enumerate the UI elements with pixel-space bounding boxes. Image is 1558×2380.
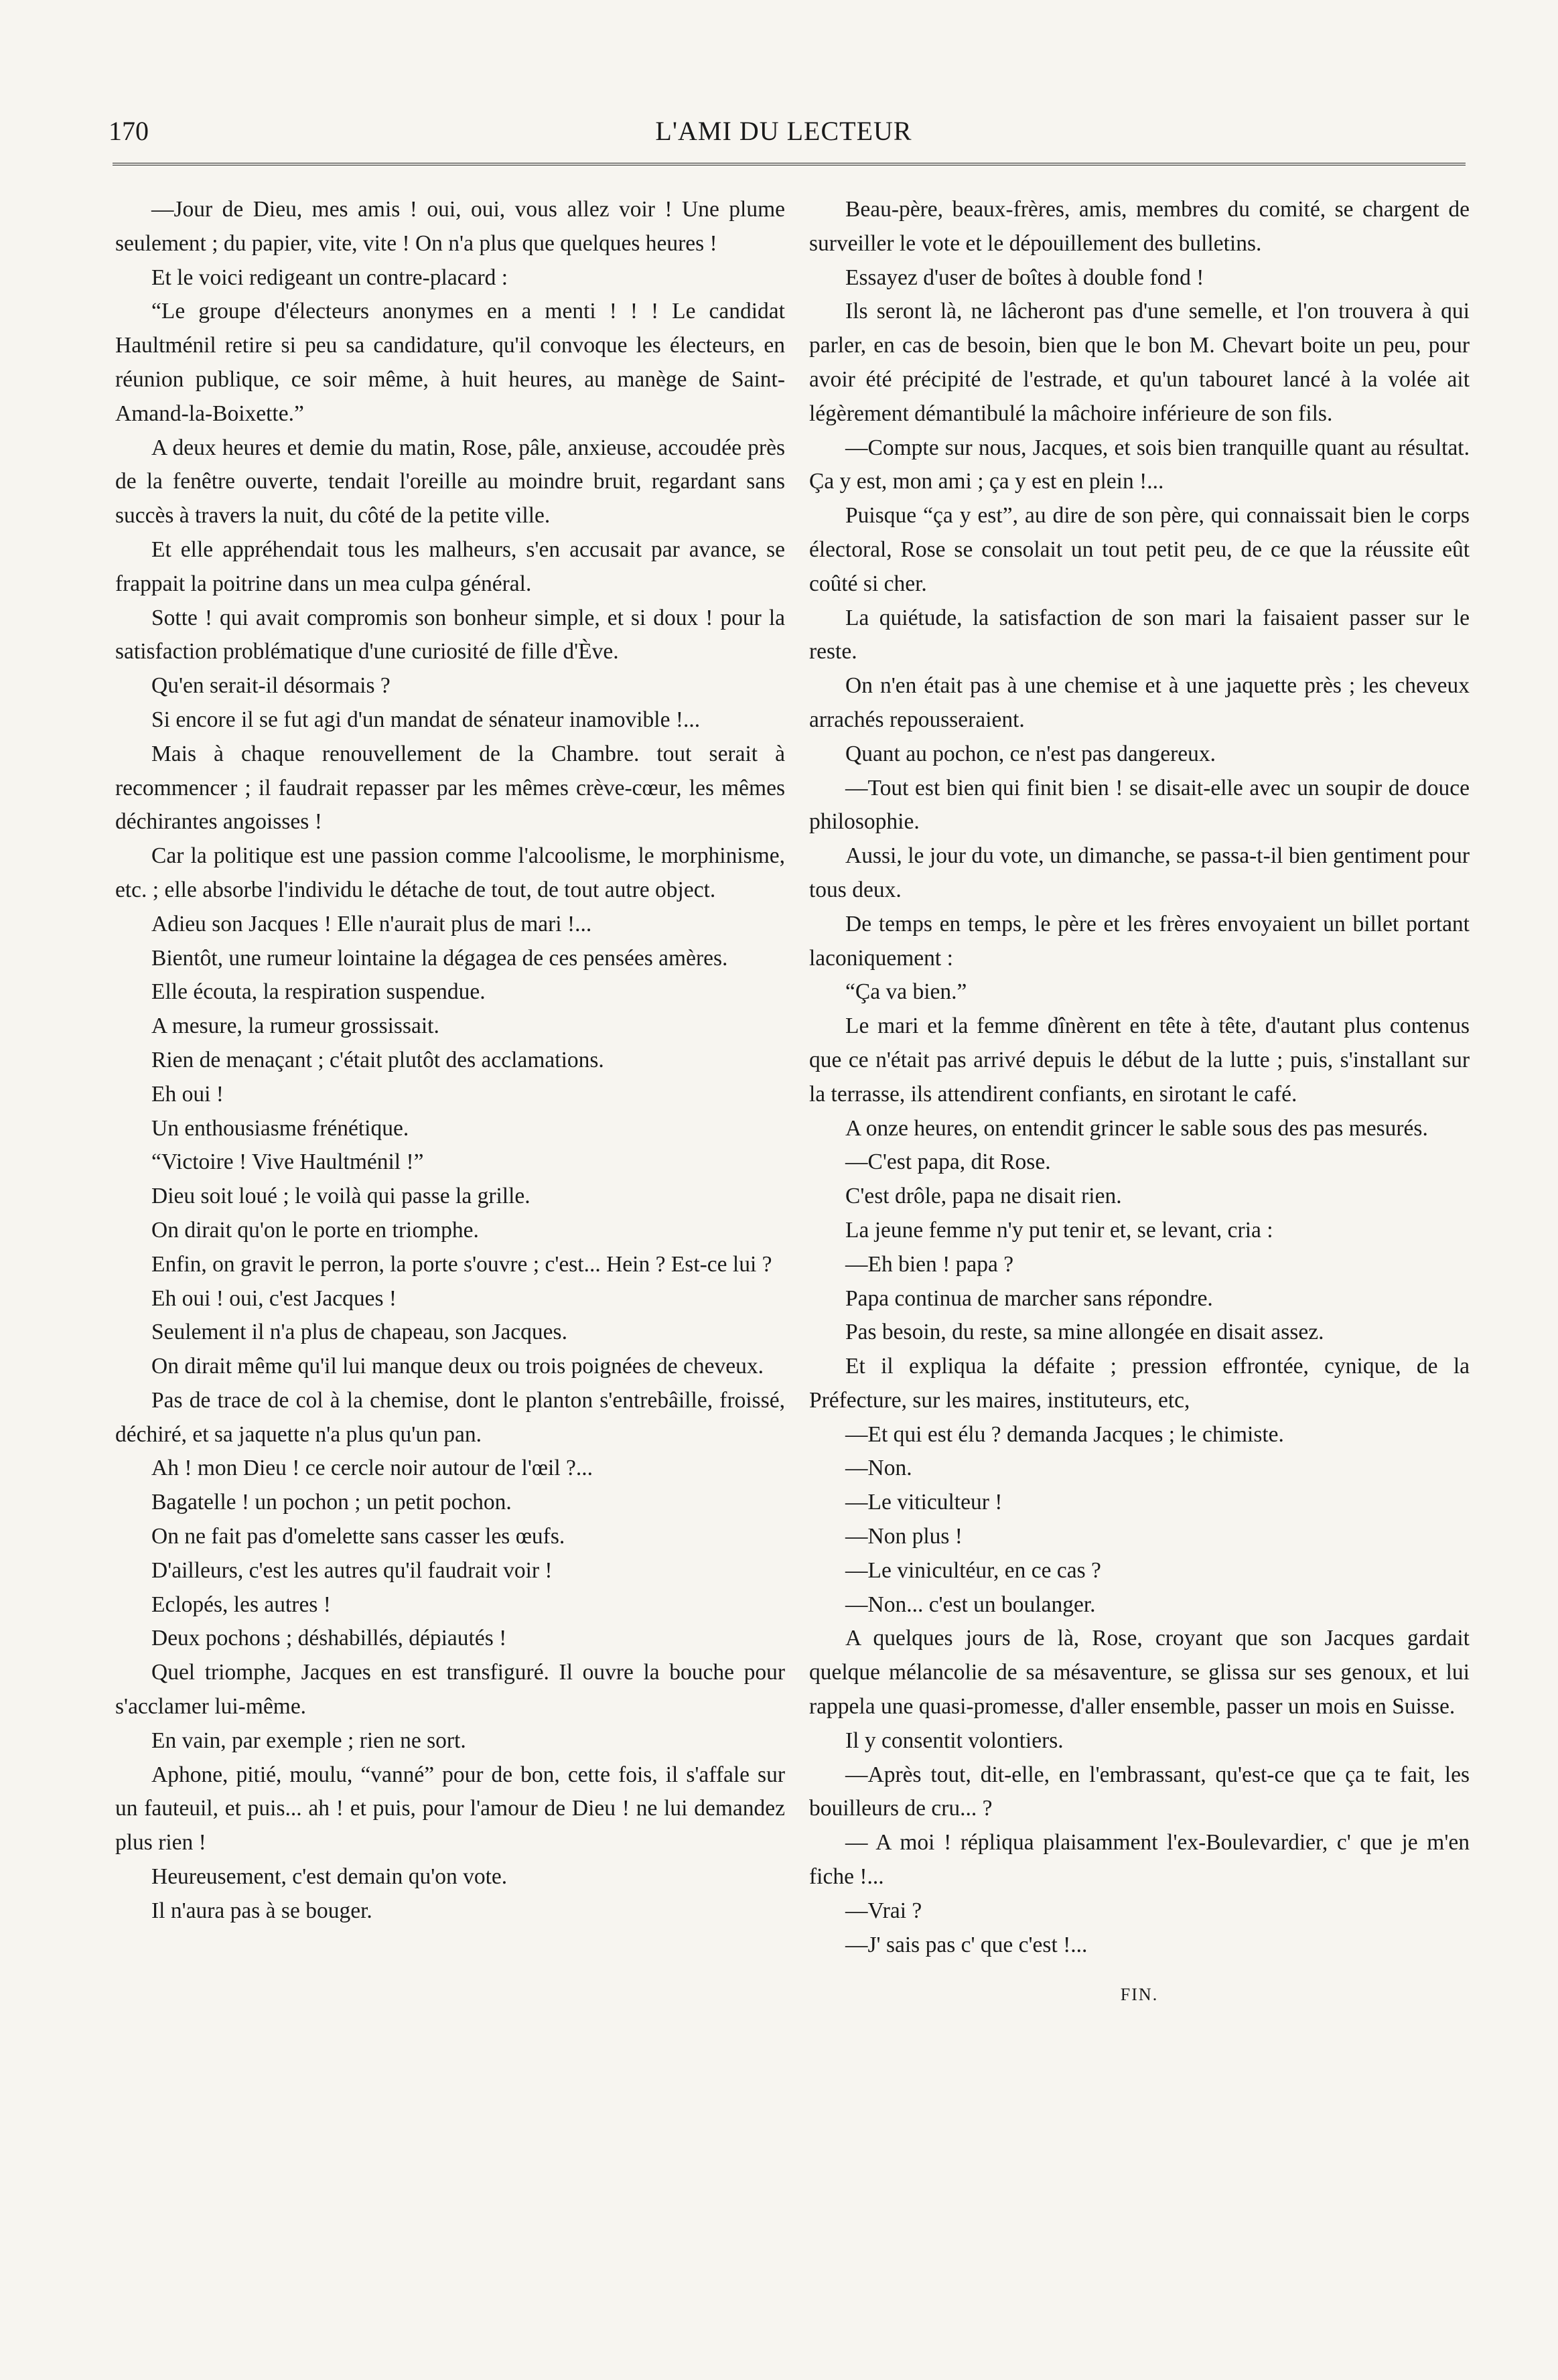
right-column [809,193,1470,2012]
paragraph: Sotte ! qui avait compromis son bonheur simple, et si doux ! pour la satisfaction problématique d'une curiosité de fille d'Ève. [115,605,785,664]
paragraph: Eh oui ! oui, c'est Jacques ! [151,1285,397,1311]
paragraph: “Le groupe d'électeurs anonymes en a menti ! ! ! Le candidat Haultménil retire si peu sa candidature, qu'il convoque les électeurs, en réunion publique, ce soir même, à huit heures, au manège de Saint-Amand-la-Boixette.” [115,299,785,426]
paragraph: Seulement il n'a plus de chapeau, son Jacques. [151,1320,567,1345]
paragraph: Rien de menaçant ; c'était plutôt des acclamations. [151,1047,604,1072]
paragraph: Quant au pochon, ce n'est pas dangereux. [845,741,1216,766]
paragraph: De temps en temps, le père et les frères envoyaient un billet portant laconiquement : [809,911,1470,971]
paragraph: A deux heures et demie du matin, Rose, pâle, anxieuse, accoudée près de la fenêtre ouverte, tendait l'oreille au moindre bruit, regardant sans succès à travers la nuit, du côté de la petite ville. [115,435,785,529]
paragraph: On ne fait pas d'omelette sans casser les œufs. [151,1524,565,1549]
paragraph: —Eh bien ! papa ? [845,1251,1014,1277]
paragraph: —Non... c'est un boulanger. [845,1592,1096,1617]
paragraph: —Jour de Dieu, mes amis ! oui, oui, vous allez voir ! Une plume seulement ; du papier, vite, vite ! On n'a plus que quelques heures ! [115,197,785,256]
paragraph: Quel triomphe, Jacques en est transfiguré. Il ouvre la bouche pour s'acclamer lui-même. [115,1660,785,1720]
paragraph: “Ça va bien.” [845,979,967,1005]
paragraph: A quelques jours de là, Rose, croyant que son Jacques gardait quelque mélancolie de sa mésaventure, se glissa sur ses genoux, et lui rappela une quasi-promesse, d'aller ensemble, passer un mois en Suisse. [809,1626,1470,1720]
paragraph: Eclopés, les autres ! [151,1592,331,1617]
page-number: 170 [109,116,149,146]
paragraph: Car la politique est une passion comme l'alcoolisme, le morphinisme, etc. ; elle absorbe l'individu le détache de tout, de tout autre object. [115,843,785,902]
paragraph: —J' sais pas c' que c'est !... [845,1932,1088,1957]
paragraph: Et il expliqua la défaite ; pression effrontée, cynique, de la Préfecture, sur les maires, instituteurs, etc, [809,1354,1470,1413]
paragraph: —Après tout, dit-elle, en l'embrassant, qu'est-ce que ça te fait, les bouilleurs de cru... ? [809,1762,1470,1821]
paragraph: Enfin, on gravit le perron, la porte s'ouvre ; c'est... Hein ? Est-ce lui ? [151,1251,772,1277]
paragraph: Il y consentit volontiers. [845,1728,1064,1753]
paragraph: Et elle appréhendait tous les malheurs, s'en accusait par avance, se frappait la poitrine dans un mea culpa général. [115,537,785,596]
end-marker: FIN. [1120,1985,1159,2005]
paragraph: —C'est papa, dit Rose. [845,1149,1051,1175]
paragraph: “Victoire ! Vive Haultménil !” [151,1149,424,1175]
paragraph: On n'en était pas à une chemise et à une jaquette près ; les cheveux arrachés repousseraient. [809,673,1470,732]
paragraph: Aussi, le jour du vote, un dimanche, se passa-t-il bien gentiment pour tous deux. [809,843,1470,902]
paragraph: — A moi ! répliqua plaisamment l'ex-Boulevardier, c' que je m'en fiche !... [809,1830,1470,1890]
paragraph: Essayez d'user de boîtes à double fond ! [845,265,1204,290]
paragraph: Ils seront là, ne lâcheront pas d'une semelle, et l'on trouvera à qui parler, en cas de besoin, bien que le bon M. Chevart boite un peu, pour avoir été précipité de l'estrade, et qu'un tabouret lancé à la volée ait légèrement démantibulé la mâchoire inférieure de son fils. [809,299,1470,426]
paragraph: C'est drôle, papa ne disait rien. [845,1184,1122,1209]
paragraph: Pas de trace de col à la chemise, dont le planton s'entrebâille, froissé, déchiré, et sa jaquette n'a plus qu'un pan. [115,1387,785,1447]
paragraph: —Tout est bien qui finit bien ! se disait-elle avec un soupir de douce philosophie. [809,775,1470,835]
paragraph: Dieu soit loué ; le voilà qui passe la grille. [151,1184,530,1209]
paragraph: —Non. [845,1456,912,1481]
paragraph: Qu'en serait-il désormais ? [151,673,391,699]
paragraph: Un enthousiasme frénétique. [151,1115,409,1141]
paragraph: Deux pochons ; déshabillés, dépiautés ! [151,1626,507,1651]
paragraph: A mesure, la rumeur grossissait. [151,1013,439,1039]
paragraph: —Le vinicultéur, en ce cas ? [845,1557,1101,1583]
paragraph: Bientôt, une rumeur lointaine la dégagea de ces pensées amères. [151,945,728,971]
paragraph: On dirait même qu'il lui manque deux ou trois poignées de cheveux. [151,1354,764,1379]
paragraph: Et le voici redigeant un contre-placard : [151,265,508,290]
paragraph: Adieu son Jacques ! Elle n'aurait plus de mari !... [151,911,592,936]
paragraph: Papa continua de marcher sans répondre. [845,1285,1213,1311]
paragraph: —Le viticulteur ! [845,1490,1003,1515]
paragraph: —Compte sur nous, Jacques, et sois bien tranquille quant au résultat. Ça y est, mon ami ; ça y est en plein !... [809,435,1470,494]
paragraph: On dirait qu'on le porte en triomphe. [151,1217,479,1243]
paragraph: Bagatelle ! un pochon ; un petit pochon. [151,1490,512,1515]
running-title: L'AMI DU LECTEUR [655,116,912,146]
paragraph: En vain, par exemple ; rien ne sort. [151,1728,466,1753]
paragraph: Si encore il se fut agi d'un mandat de sénateur inamovible !... [151,707,701,732]
paragraph: Elle écouta, la respiration suspendue. [151,979,486,1005]
header-rule [113,163,1466,168]
paragraph: —Et qui est élu ? demanda Jacques ; le chimiste. [845,1421,1284,1447]
paragraph: —Vrai ? [845,1898,922,1923]
paragraph: La quiétude, la satisfaction de son mari la faisaient passer sur le reste. [809,605,1470,664]
paragraph: Pas besoin, du reste, sa mine allongée en disait assez. [845,1320,1324,1345]
paragraph: —Non plus ! [845,1524,963,1549]
paragraph: Beau-père, beaux-frères, amis, membres du comité, se chargent de surveiller le vote et le dépouillement des bulletins. [809,197,1470,256]
paragraph: Mais à chaque renouvellement de la Chambre. tout serait à recommencer ; il faudrait repasser par les mêmes crève-cœur, les mêmes déchirantes angoisses ! [115,741,785,835]
paragraph: Le mari et la femme dînèrent en tête à tête, d'autant plus contenus que ce n'était pas arrivé depuis le début de la lutte ; puis, s'installant sur la terrasse, ils attendirent confiants, en sirotant le café. [809,1013,1470,1107]
left-column [115,193,785,1929]
paragraph: Eh oui ! [151,1081,224,1107]
paragraph: D'ailleurs, c'est les autres qu'il faudrait voir ! [151,1557,553,1583]
page-header [100,107,1467,147]
paragraph: Puisque “ça y est”, au dire de son père, qui connaissait bien le corps électoral, Rose se consolait un tout petit peu, de ce que la réussite eût coûté si cher. [809,503,1470,596]
paragraph: Il n'aura pas à se bouger. [151,1898,372,1923]
paragraph: La jeune femme n'y put tenir et, se levant, cria : [845,1217,1273,1243]
paragraph: Aphone, pitié, moulu, “vanné” pour de bon, cette fois, il s'affale sur un fauteuil, et puis... ah ! et puis, pour l'amour de Dieu ! ne lui demandez plus rien ! [115,1762,785,1856]
paragraph: A onze heures, on entendit grincer le sable sous des pas mesurés. [845,1115,1428,1141]
paragraph: Heureusement, c'est demain qu'on vote. [151,1864,508,1890]
paragraph: Ah ! mon Dieu ! ce cercle noir autour de l'œil ?... [151,1456,593,1481]
